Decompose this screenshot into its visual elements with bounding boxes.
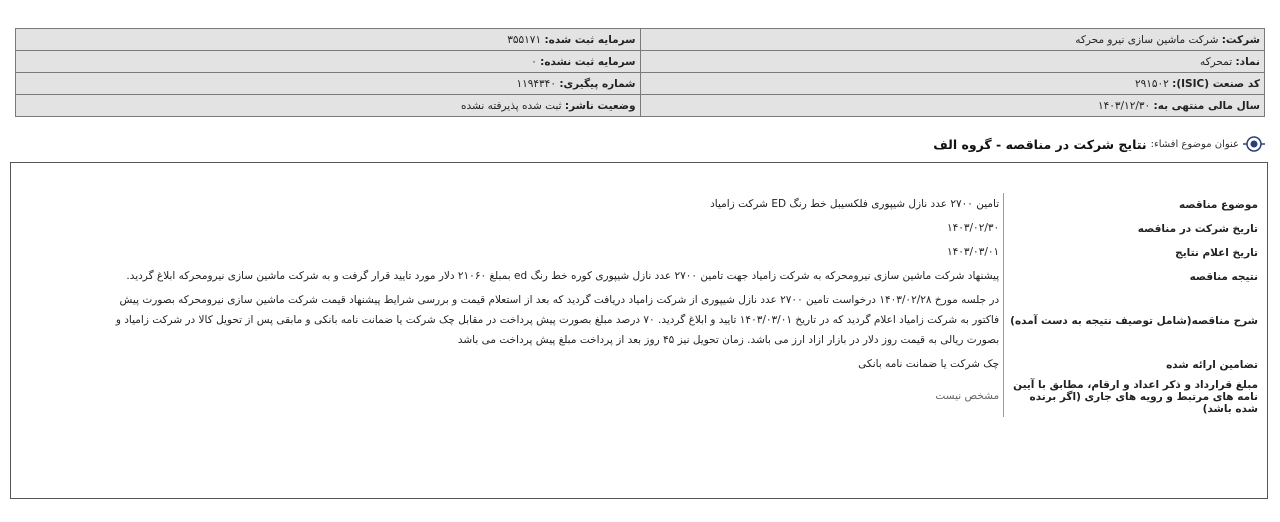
info-row [16, 95, 1265, 117]
publisher-status-value: ثبت شده پذیرفته نشده [461, 99, 562, 112]
detail-value: در جلسه مورخ ۱۴۰۳/۰۲/۲۸ درخواست تامین ۲۷۰۰ عدد نازل شیپوری از شرکت زامیاد دریافت گردید که بعد از استعلام قیمت و بررسی شرایط پیشنهاد قیمت شرکت ماشین سازی نیرومحرکه بصورت پیش فاکتور به شرکت زامیاد اعلام گردید که در تاریخ ۱۴۰۳/۰۳/۰۱ تایید و ابلاغ گردید. ۷۰ درصد مبلغ بصورت پیش پرداخت در مقابل چک شرکت یا ضمانت نامه بانکی و مابقی پس از تحویل کالا در شرکت زامیاد و بصورت ریالی به قیمت روز دلار در بازار ازاد ارز می باشد. زمان تحویل نیز ۴۵ روز بعد از پرداخت مبلغ پیش پرداخت می باشد [115, 293, 1000, 346]
company-label: شرکت: [1221, 33, 1260, 46]
unregistered-capital-value: ۰ [531, 55, 537, 68]
detail-value: ۱۴۰۳/۰۲/۳۰ [946, 221, 1000, 234]
fiscal-year-value: ۱۴۰۳/۱۲/۳۰ [1097, 99, 1151, 112]
detail-value: پیشنهاد شرکت ماشین سازی نیرومحرکه به شرکت زامیاد جهت تامین ۲۷۰۰ عدد نازل شیپوری کوره خط رنگ ed بمبلغ ۲۱۰۶۰ دلار مورد تایید قرار گرفت و به شرکت ماشین سازی نیرومحرکه ابلاغ گردید. [126, 269, 1000, 282]
publisher-status-label: وضعیت ناشر: [564, 99, 636, 112]
detail-row [95, 377, 1262, 417]
detail-value: مشخص نیست [935, 389, 1000, 402]
detail-value: ۱۴۰۳/۰۳/۰۱ [946, 245, 1000, 258]
detail-row [95, 217, 1262, 241]
detail-value: چک شرکت یا ضمانت نامه بانکی [858, 357, 1000, 370]
detail-key: شرح مناقصه(شامل توصیف نتیجه به دست آمده) [1004, 289, 1262, 353]
disclosure-subject [933, 133, 1265, 155]
registered-capital-cell [16, 29, 641, 51]
fiscal-year-label: سال مالی منتهی به: [1153, 99, 1260, 112]
isic-value: ۲۹۱۵۰۲ [1134, 77, 1169, 90]
detail-row [95, 193, 1262, 217]
company-cell [640, 29, 1265, 51]
publisher-status-cell [16, 95, 641, 117]
company-value: شرکت ماشین سازی نیرو محرکه [1075, 33, 1219, 46]
company-info-table [15, 28, 1265, 117]
detail-row [95, 353, 1262, 377]
fiscal-year-cell [640, 95, 1265, 117]
info-row [16, 51, 1265, 73]
registered-capital-label: سرمایه ثبت شده: [544, 33, 636, 46]
symbol-label: نماد: [1235, 55, 1260, 68]
isic-label: کد صنعت (ISIC): [1172, 77, 1260, 90]
isic-cell [640, 73, 1265, 95]
detail-key: تاریخ اعلام نتایج [1004, 241, 1262, 265]
unregistered-capital-cell [16, 51, 641, 73]
detail-value: تامین ۲۷۰۰ عدد نازل شیپوری فلکسیبل خط رنگ ED شرکت زامیاد [710, 198, 1000, 210]
tracking-label: شماره پیگیری: [559, 77, 636, 90]
unregistered-capital-label: سرمایه ثبت نشده: [540, 55, 636, 68]
symbol-cell [640, 51, 1265, 73]
subject-label: عنوان موضوع افشاء: [1150, 138, 1239, 150]
detail-key: تضامین ارائه شده [1004, 353, 1262, 377]
tender-details-box [10, 162, 1268, 499]
info-row [16, 73, 1265, 95]
tracking-cell [16, 73, 641, 95]
subject-title: نتایج شرکت در مناقصه - گروه الف [933, 136, 1147, 152]
detail-row [95, 265, 1262, 289]
tender-details-table [95, 193, 1262, 417]
detail-row [95, 289, 1262, 353]
detail-key: تاریخ شرکت در مناقصه [1004, 217, 1262, 241]
detail-key: نتیجه مناقصه [1004, 265, 1262, 289]
registered-capital-value: ۳۵۵۱۷۱ [507, 33, 542, 46]
symbol-value: تمحرکه [1199, 55, 1233, 68]
target-bullet-icon [1243, 133, 1265, 155]
tracking-value: ۱۱۹۴۳۴۰ [516, 77, 556, 90]
detail-key: موضوع مناقصه [1004, 193, 1262, 217]
detail-key: مبلغ قرارداد و ذکر اعداد و ارقام، مطابق با آیین نامه های مرتبط و رویه های جاری (اگر برنده شده باشد) [1004, 377, 1262, 417]
detail-row [95, 241, 1262, 265]
info-row [16, 29, 1265, 51]
